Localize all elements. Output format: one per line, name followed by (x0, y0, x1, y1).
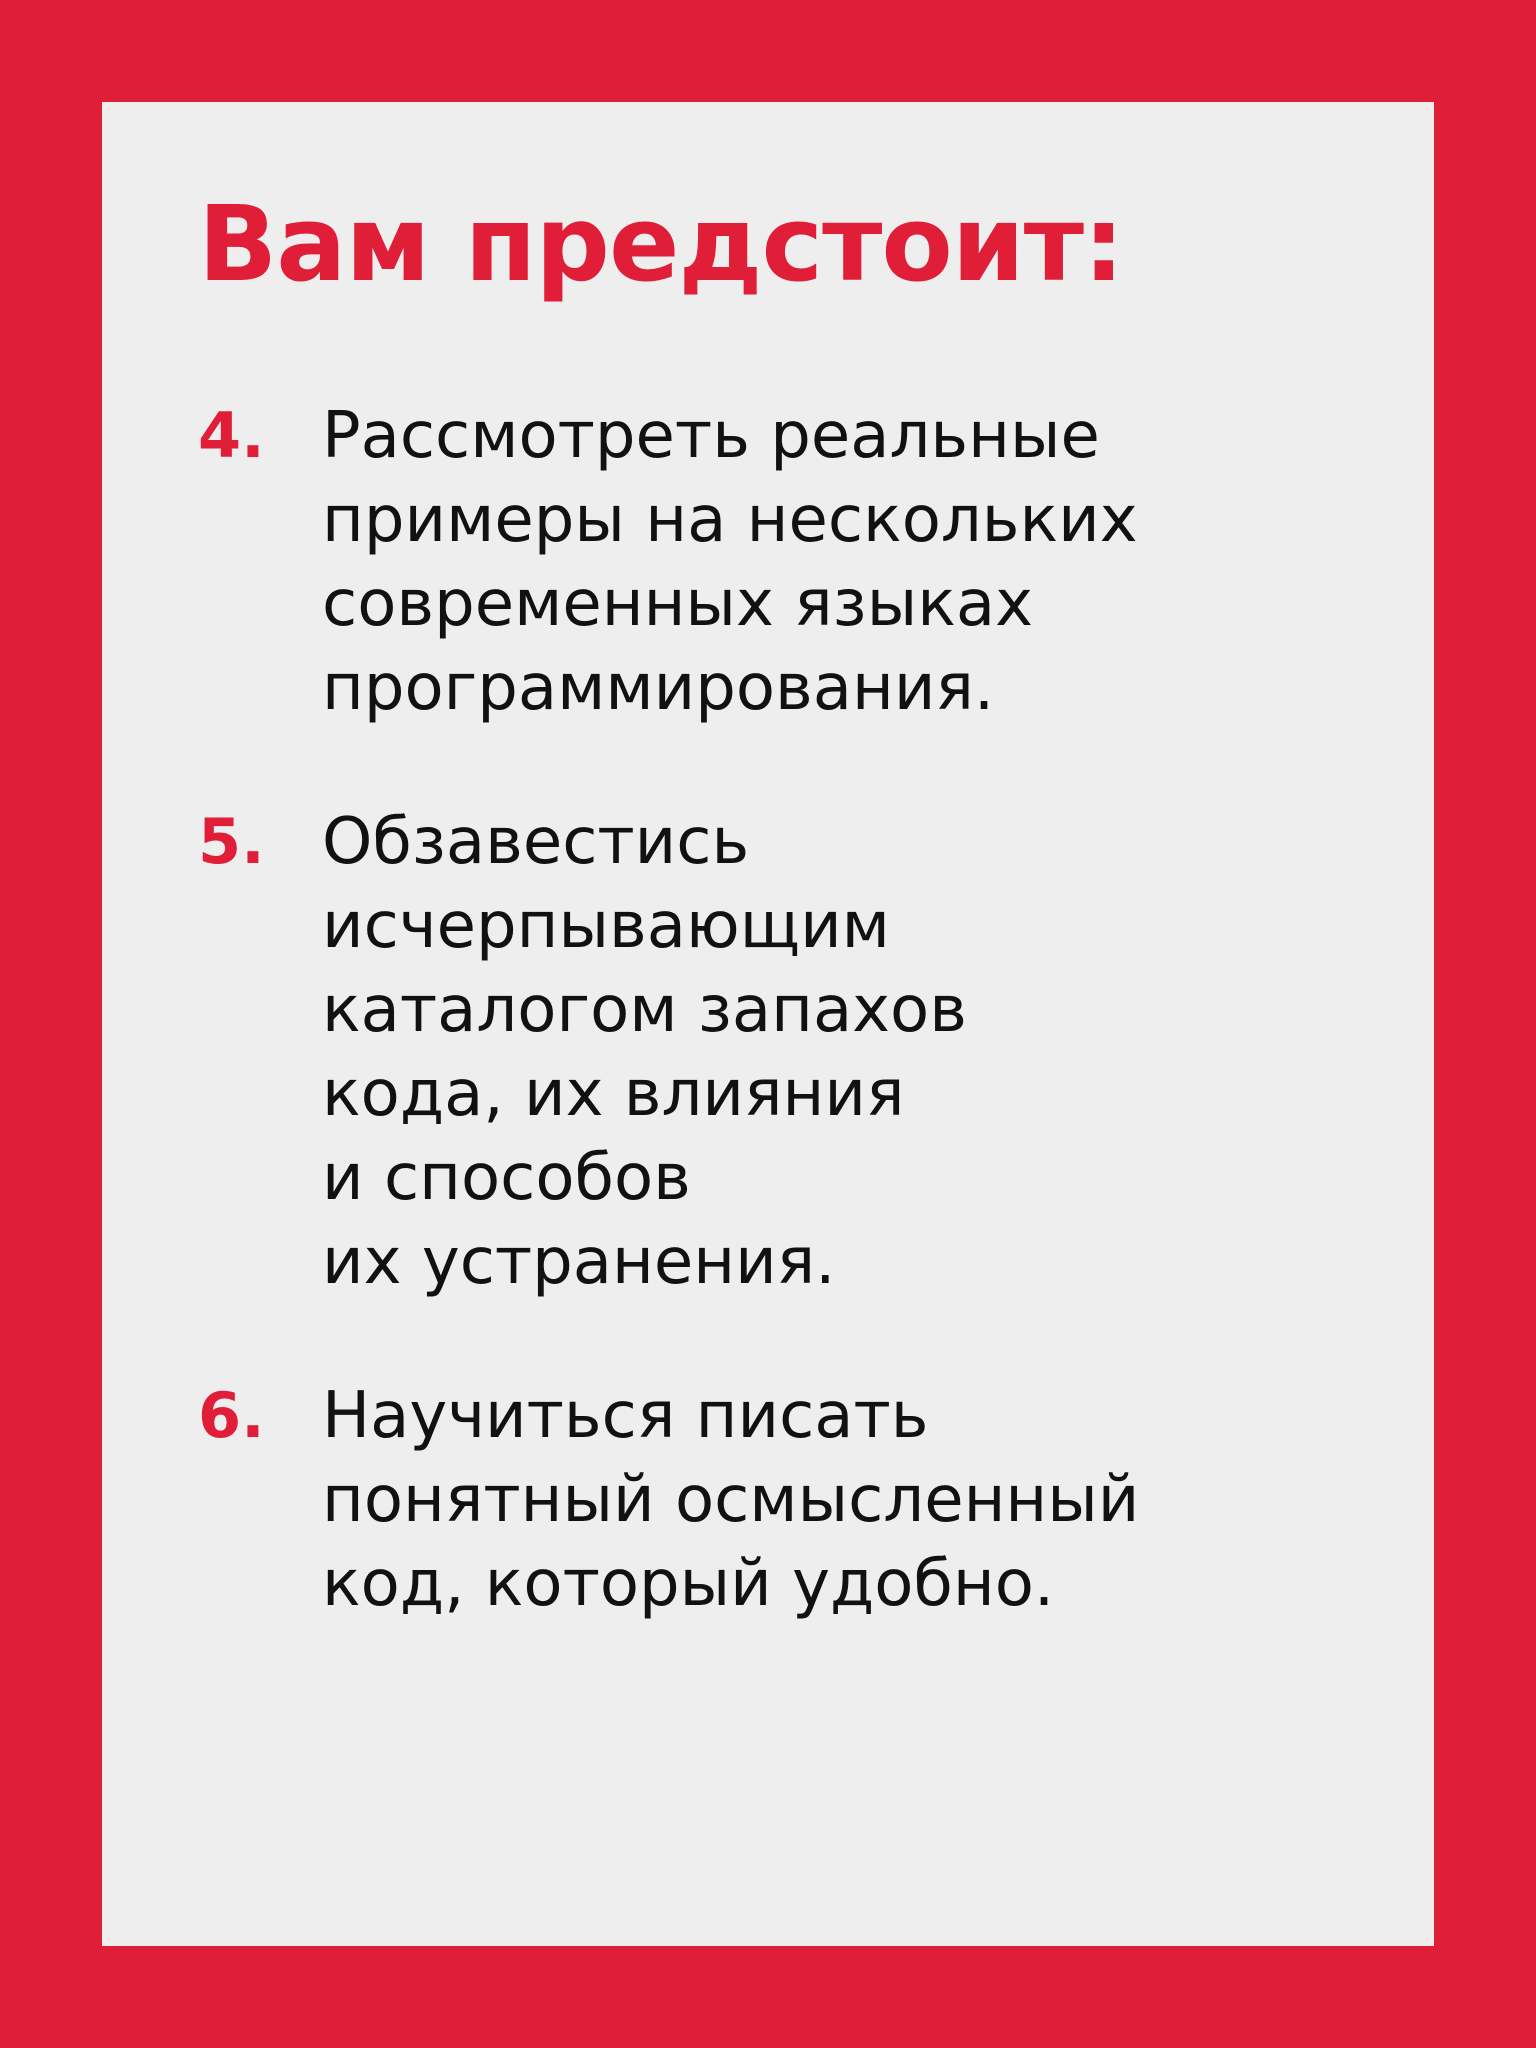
item-text-line: каталогом запахов (322, 973, 967, 1047)
item-text-line: кода, их влияния (322, 1057, 905, 1131)
item-text-line: Научиться писать (322, 1379, 929, 1453)
page-title: Вам предстоит: (198, 183, 1124, 305)
item-text-line: Обзавестись (322, 805, 750, 879)
content-card (102, 102, 1434, 1946)
item-text-line: и способов (322, 1141, 691, 1215)
item-text (322, 394, 1422, 730)
item-text-line: их устранения. (322, 1225, 836, 1299)
item-text-line: примеры на нескольких (322, 483, 1138, 557)
item-number: 4. (198, 399, 265, 472)
item-number: 6. (198, 1379, 265, 1452)
item-text-line: современных языках (322, 567, 1033, 641)
item-text (322, 800, 1422, 1304)
item-number: 5. (198, 805, 265, 878)
item-text-line: код, который удобно. (322, 1547, 1055, 1621)
item-text-line: исчерпывающим (322, 889, 890, 963)
item-text-line: Рассмотреть реальные (322, 399, 1100, 473)
item-text-line: понятный осмысленный (322, 1463, 1140, 1537)
item-text-line: программирования. (322, 651, 995, 725)
item-text (322, 1374, 1422, 1626)
